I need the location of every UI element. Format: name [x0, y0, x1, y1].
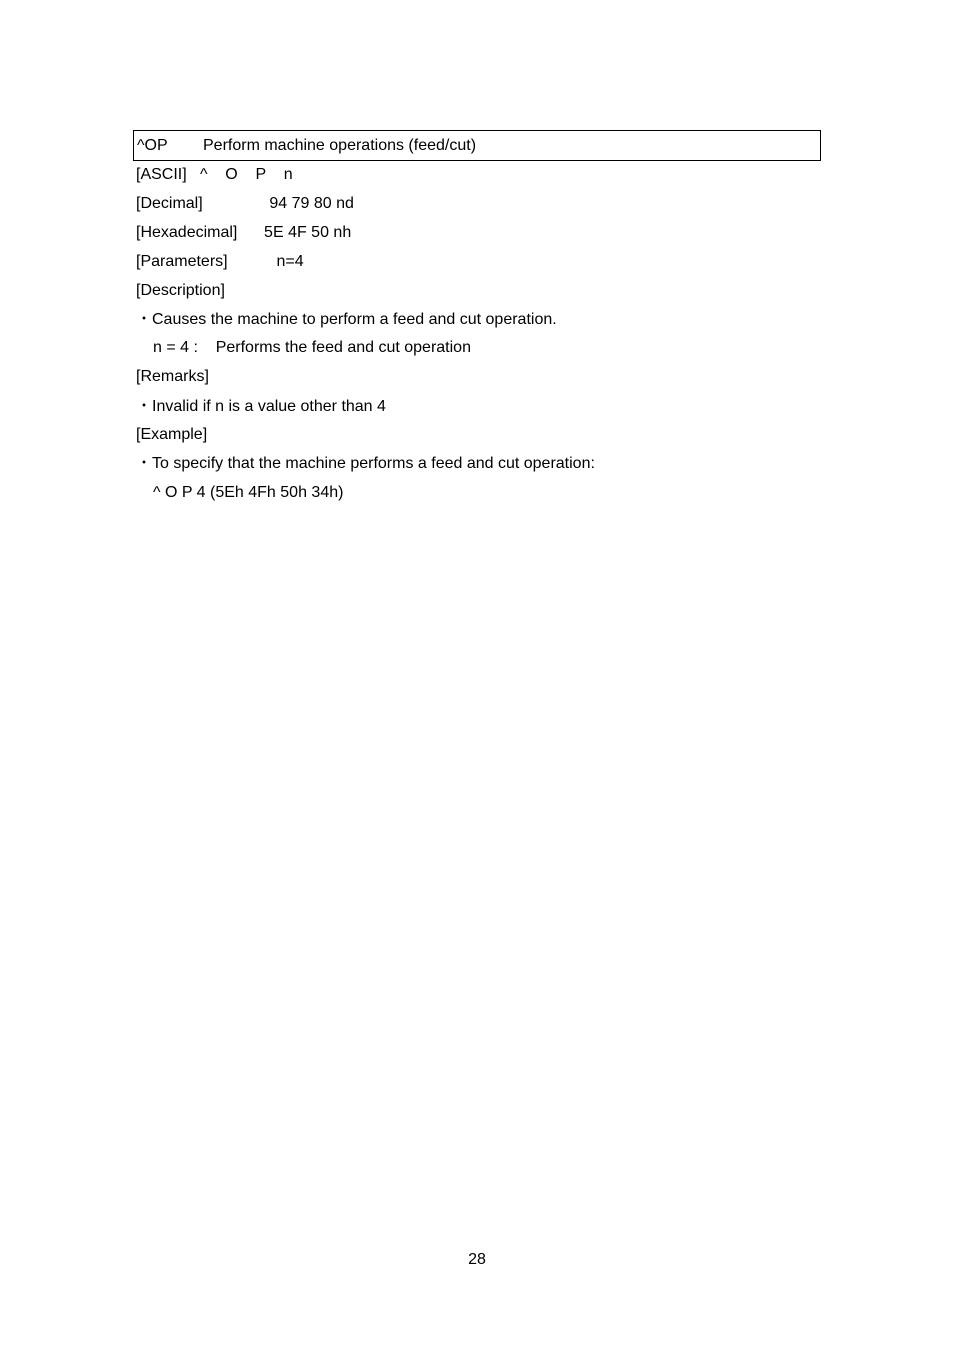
remarks-heading: [Remarks] — [136, 368, 209, 385]
page-number: 28 — [468, 1251, 486, 1268]
hexadecimal-row: [Hexadecimal] 5E 4F 50 nh — [136, 224, 352, 241]
example-bullet: ・To specify that the machine performs a feed and cut operation: — [136, 455, 595, 472]
description-heading: [Description] — [136, 282, 225, 299]
example-heading: [Example] — [136, 426, 208, 443]
decimal-row: [Decimal] 94 79 80 nd — [136, 195, 354, 212]
example-code: ^ O P 4 (5Eh 4Fh 50h 34h) — [153, 484, 344, 501]
description-bullet: ・Causes the machine to perform a feed and cut operation. — [136, 311, 557, 328]
ascii-row: [ASCII] ^ O P n — [136, 166, 293, 183]
description-detail: n = 4 : Performs the feed and cut operation — [153, 339, 471, 356]
remarks-bullet: ・Invalid if n is a value other than 4 — [136, 398, 386, 415]
command-header-box — [133, 130, 821, 161]
command-title: Perform machine operations (feed/cut) — [203, 137, 477, 154]
command-code: ^OP — [137, 137, 168, 154]
parameters-row: [Parameters] n=4 — [136, 253, 304, 270]
